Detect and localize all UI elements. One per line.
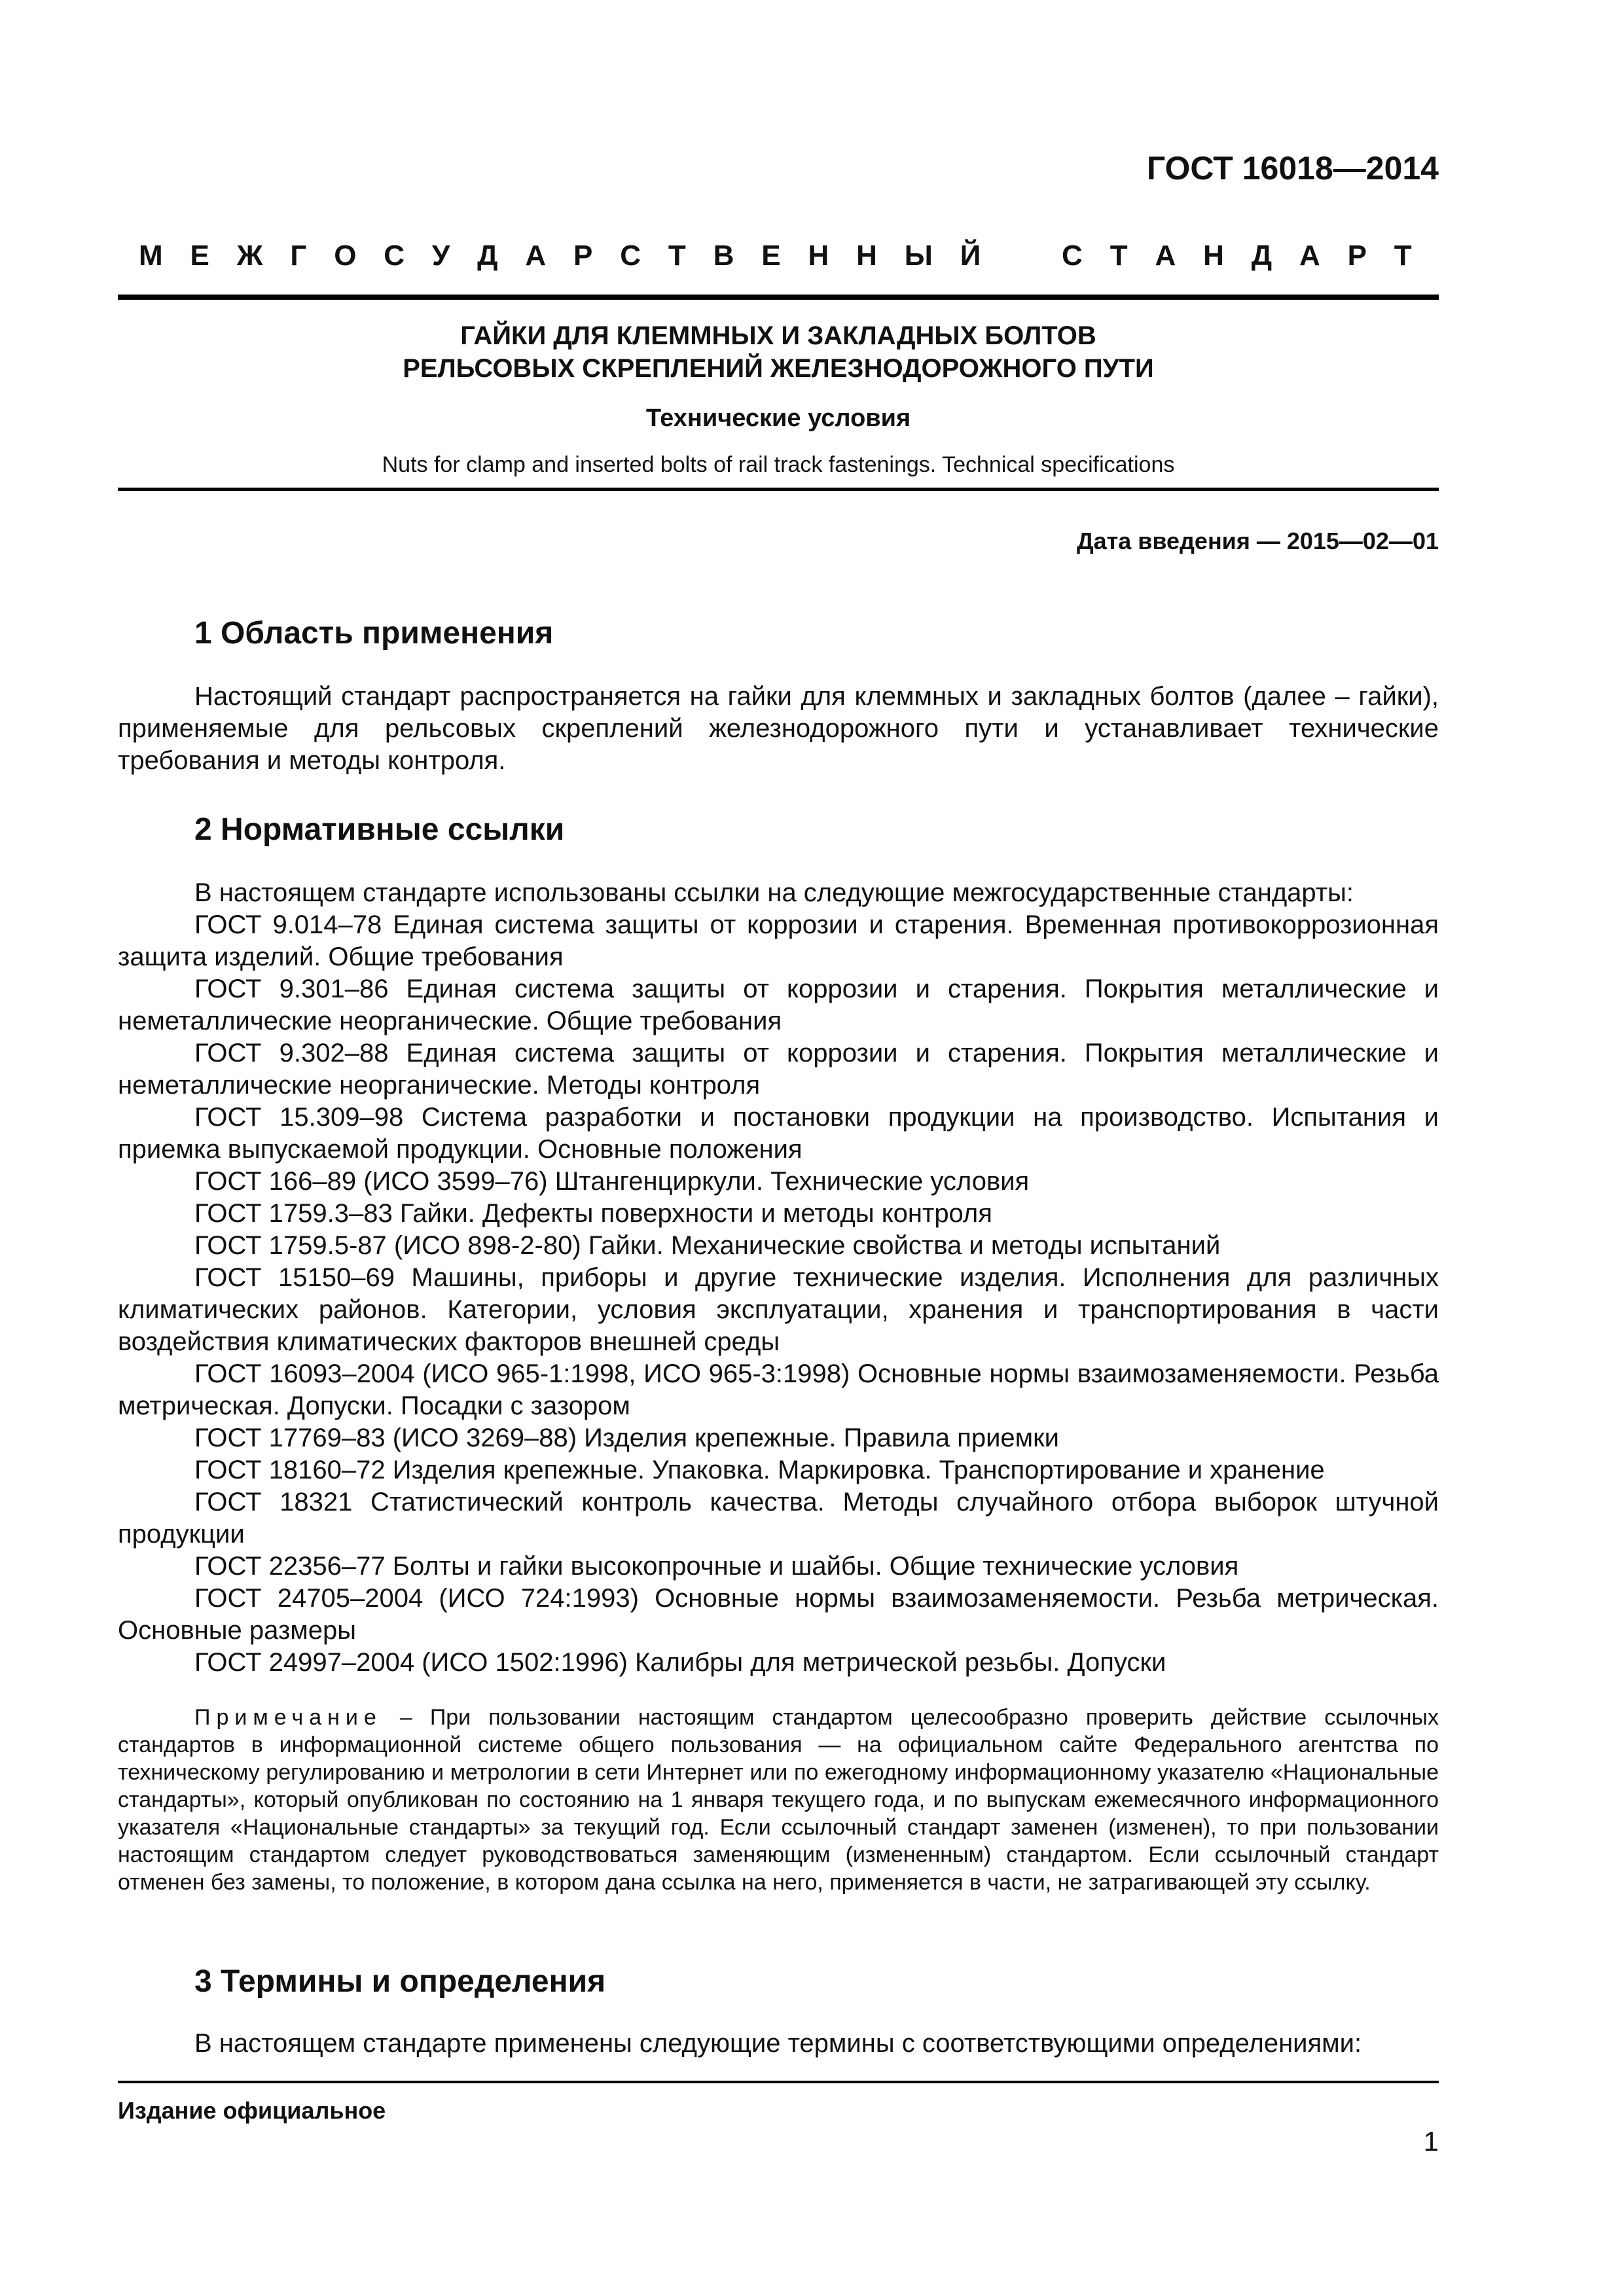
interstate-letter: А: [1299, 240, 1320, 272]
interstate-letter: С: [620, 240, 641, 272]
interstate-letter: Д: [1251, 240, 1272, 272]
interstate-letter: О: [334, 240, 357, 272]
interstate-letter: В: [713, 240, 734, 272]
interstate-letter: Т: [1394, 240, 1412, 272]
subtitle: Технические условия: [645, 404, 911, 432]
interstate-letter: Е: [190, 240, 209, 272]
section-3-heading: 3 Термины и определения: [194, 1964, 606, 1999]
interstate-letter: Ж: [236, 240, 263, 272]
section-2-note: [118, 1704, 1439, 1896]
footer-divider: [118, 2081, 1439, 2083]
page-number: 1: [1423, 2126, 1439, 2157]
interstate-letter: У: [431, 240, 450, 272]
note-label: Примечание: [194, 1705, 382, 1730]
english-title: Nuts for clamp and inserted bolts of rail track fastenings. Technical specifications: [382, 452, 1175, 477]
interstate-letter: Р: [573, 240, 593, 272]
reference-item: ГОСТ 9.014–78 Единая система защиты от коррозии и старения. Временная противокоррозионная защита изделий. Общие требования: [118, 910, 1439, 971]
title-block: [118, 319, 1439, 478]
interstate-letter: Н: [808, 240, 829, 272]
interstate-letter: Д: [477, 240, 498, 272]
interstate-gap: [1008, 240, 1034, 272]
section-1-heading: 1 Область применения: [194, 616, 554, 651]
section-3-paragraph: В настоящем стандарте применены следующие термины с соответствующими определениями:: [194, 2029, 1362, 2058]
reference-item: ГОСТ 16093–2004 (ИСО 965-1:1998, ИСО 965-3:1998) Основные нормы взаимозаменяемости. Резьба метрическая. Допуски. Посадки с зазором: [118, 1359, 1439, 1420]
title-divider: [118, 488, 1439, 491]
section-2-intro: В настоящем стандарте использованы ссылки на следующие межгосударственные стандарты:: [194, 878, 1354, 907]
interstate-letter: Е: [761, 240, 781, 272]
reference-item: ГОСТ 9.301–86 Единая система защиты от коррозии и старения. Покрытия металлические и неметаллические неорганические. Общие требования: [118, 975, 1439, 1035]
interstate-letters: [139, 240, 1412, 272]
section-3-body: [118, 2028, 1439, 2060]
interstate-letter: А: [1155, 240, 1176, 272]
reference-item: ГОСТ 18321 Статистический контроль качества. Методы случайного отбора выборок штучной продукции: [118, 1488, 1439, 1549]
section-1-paragraph: Настоящий стандарт распространяется на гайки для клеммных и закладных болтов (далее – гайки), применяемые для рельсовых скреплений железнодорожного пути и устанавливает технические требования и методы контроля.: [118, 682, 1439, 775]
section-2-heading: 2 Нормативные ссылки: [194, 812, 565, 847]
header-divider: [118, 295, 1439, 300]
interstate-letter: Й: [960, 240, 981, 272]
reference-item: ГОСТ 24997–2004 (ИСО 1502:1996) Калибры для метрической резьбы. Допуски: [194, 1648, 1166, 1677]
introduction-date: Дата введения — 2015—02—01: [1076, 528, 1439, 554]
reference-item: ГОСТ 166–89 (ИСО 3599–76) Штангенциркули. Технические условия: [194, 1167, 1030, 1196]
reference-item: ГОСТ 1759.3–83 Гайки. Дефекты поверхности и методы контроля: [194, 1199, 992, 1228]
reference-item: ГОСТ 18160–72 Изделия крепежные. Упаковка. Маркировка. Транспортирование и хранение: [194, 1456, 1325, 1484]
interstate-letter: Ы: [904, 240, 933, 272]
interstate-letter: Т: [1110, 240, 1128, 272]
interstate-letter: Н: [1203, 240, 1224, 272]
interstate-letter: Н: [856, 240, 877, 272]
interstate-letter: Р: [1347, 240, 1367, 272]
reference-item: ГОСТ 24705–2004 (ИСО 724:1993) Основные нормы взаимозаменяемости. Резьба метрическая. Основные размеры: [118, 1584, 1439, 1645]
reference-item: ГОСТ 15.309–98 Система разработки и постановки продукции на производство. Испытания и приемка выпускаемой продукции. Основные положения: [118, 1103, 1439, 1164]
note-text: – При пользовании настоящим стандартом целесообразно проверить действие ссылочных стандартов в информационной системе общего пользования — на официальном сайте Федерального агентства по техническому регулированию и метрологии в сети Интернет или по ежегодному информационному указателю «Национальные стандарты», который опубликован по состоянию на 1 января текущего года, и по выпускам ежемесячного информационного указателя «Национальные стандарты» за текущий год. Если ссылочный стандарт заменен (изменен), то при пользовании настоящим стандартом следует руководствоваться заменяющим (измененным) стандартом. Если ссылочный стандарт отменен без замены, то положение, в котором дана ссылка на него, применяется в части, не затрагивающей эту ссылку.: [118, 1705, 1439, 1895]
reference-item: ГОСТ 17769–83 (ИСО 3269–88) Изделия крепежные. Правила приемки: [194, 1424, 1059, 1452]
interstate-standard-banner: [139, 240, 1412, 272]
edition-label: Издание официальное: [118, 2097, 386, 2124]
section-1-body: [118, 681, 1439, 777]
note-paragraph: [118, 1704, 1439, 1896]
section-2-body: [118, 877, 1439, 1679]
reference-item: ГОСТ 1759.5-87 (ИСО 898-2-80) Гайки. Механические свойства и методы испытаний: [194, 1231, 1221, 1260]
document-number: ГОСТ 16018—2014: [1146, 150, 1439, 187]
reference-item: ГОСТ 9.302–88 Единая система защиты от коррозии и старения. Покрытия металлические и неметаллические неорганические. Методы контроля: [118, 1039, 1439, 1100]
interstate-letter: Т: [668, 240, 686, 272]
title-line-2: РЕЛЬСОВЫХ СКРЕПЛЕНИЙ ЖЕЛЕЗНОДОРОЖНОГО ПУТИ: [403, 354, 1154, 383]
interstate-letter: С: [1062, 240, 1083, 272]
interstate-letter: Г: [290, 240, 307, 272]
reference-item: ГОСТ 22356–77 Болты и гайки высокопрочные и шайбы. Общие технические условия: [194, 1552, 1239, 1581]
interstate-letter: С: [384, 240, 405, 272]
reference-item: ГОСТ 15150–69 Машины, приборы и другие технические изделия. Исполнения для различных климатических районов. Категории, условия эксплуатации, хранения и транспортирования в части воздействия климатических факторов внешней среды: [118, 1263, 1439, 1356]
interstate-letter: М: [139, 240, 163, 272]
interstate-letter: А: [525, 240, 547, 272]
references-list: [118, 909, 1439, 1679]
title-line-1: ГАЙКИ ДЛЯ КЛЕММНЫХ И ЗАКЛАДНЫХ БОЛТОВ: [460, 321, 1096, 350]
